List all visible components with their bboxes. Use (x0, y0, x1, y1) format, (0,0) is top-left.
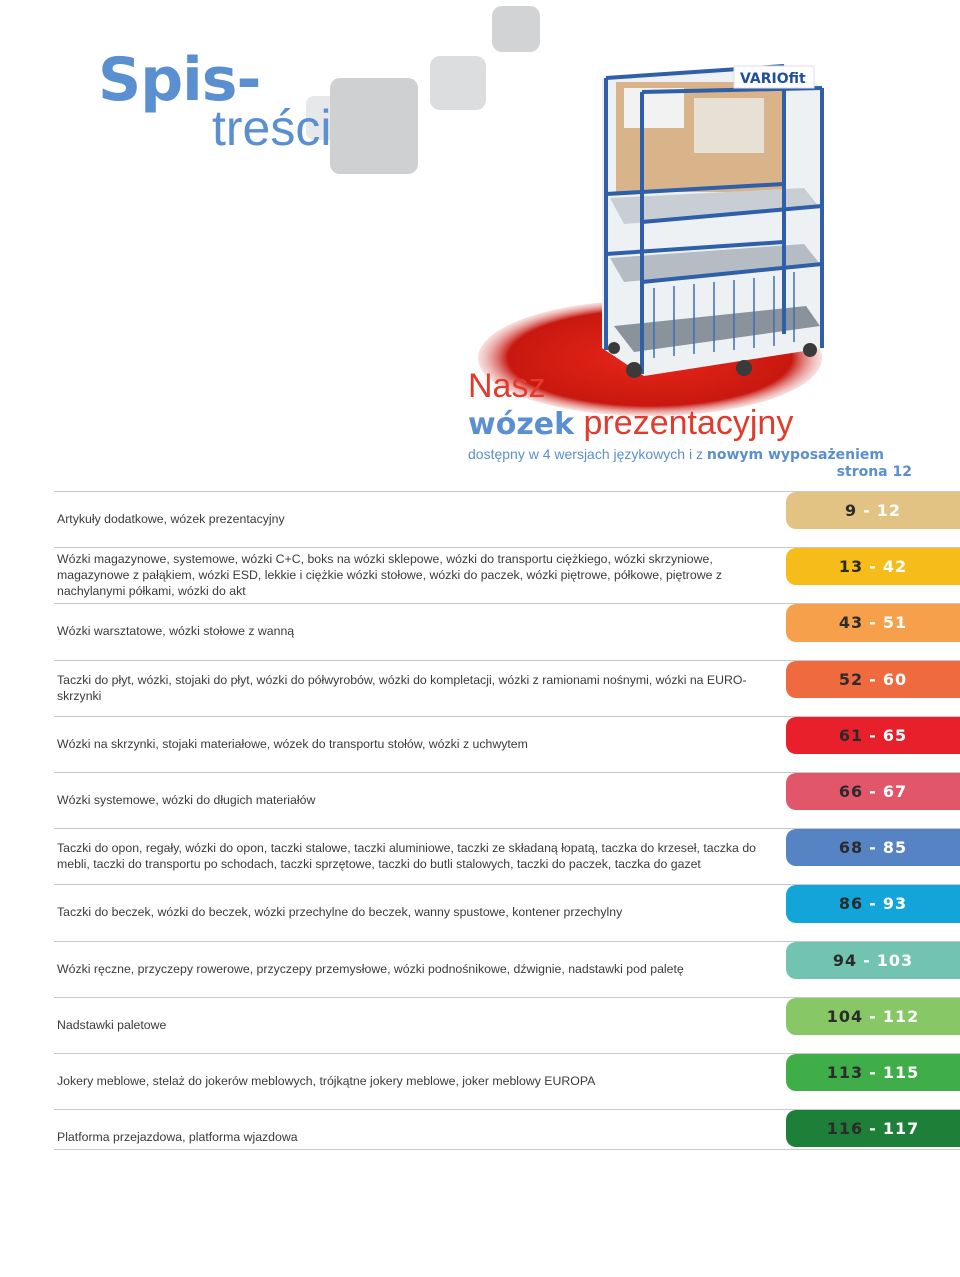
toc-description: Taczki do opon, regały, wózki do opon, taczki stalowe, taczki aluminiowe, taczki ze składaną łopatą, taczka do krzeseł, taczka do mebli, taczki do transportu po schodach, taczki sprzętowe, taczki do butli stalowych, taczki do paczek, taczka do gazet (57, 841, 756, 872)
toc-row[interactable] (0, 828, 960, 884)
toc-row[interactable] (0, 772, 960, 828)
promo-block (468, 368, 912, 480)
decor-square-2 (430, 56, 486, 110)
page-to: 85 (882, 838, 908, 858)
page-subtitle: treści (212, 100, 332, 156)
toc-row[interactable] (0, 1109, 960, 1165)
page-title: Spis- (98, 45, 261, 115)
toc-description: Platforma przejazdowa, platforma wjazdowa (57, 1130, 298, 1145)
page-to: 93 (882, 894, 908, 914)
toc-description: Jokery meblowe, stelaż do jokerów meblowych, trójkątne jokery meblowe, joker meblowy EUROPA (57, 1073, 596, 1088)
toc-page-range[interactable] (786, 773, 960, 810)
page-from: 13 (838, 557, 864, 577)
toc-page-range[interactable] (786, 942, 960, 979)
toc-description: Wózki magazynowe, systemowe, wózki C+C, boks na wózki sklepowe, wózki do transportu ciężkiego, wózki skrzyniowe, magazynowe z pałąkiem, wózki ESD, lekkie i ciężkie wózki stołowe, wózki do paczek, wózki piętrowe, półkowe, piętrowe z nachylanymi półkami, wózki do akt (57, 552, 722, 599)
toc-page-range[interactable] (786, 717, 960, 754)
toc-page-range[interactable] (786, 998, 960, 1035)
page-from: 61 (838, 725, 864, 745)
toc-description: Wózki ręczne, przyczepy rowerowe, przyczepy przemysłowe, wózki podnośnikowe, dźwignie, nadstawki pod paletę (57, 961, 684, 976)
promo-new-equipment: nowym wyposażeniem (706, 447, 884, 463)
page-from: 52 (838, 669, 864, 689)
toc-bottom-divider (54, 1149, 960, 1150)
page-from: 86 (838, 894, 864, 914)
toc-row[interactable] (0, 660, 960, 716)
presentation-cart-image (584, 58, 834, 388)
toc-row[interactable] (0, 603, 960, 659)
decor-square-1 (492, 6, 540, 52)
page-to: 67 (882, 782, 908, 802)
toc-row[interactable] (0, 1053, 960, 1109)
toc-page-range[interactable] (786, 661, 960, 698)
range-separator: - (869, 1119, 877, 1139)
promo-rest-word: prezentacyjny (583, 404, 794, 442)
toc-page-range[interactable] (786, 604, 960, 641)
toc-description: Artykuły dodatkowe, wózek prezentacyjny (57, 512, 285, 527)
page-to: 103 (876, 950, 914, 970)
toc-row[interactable] (0, 884, 960, 940)
page-from: 43 (838, 613, 864, 633)
toc-page-range[interactable] (786, 829, 960, 866)
range-separator: - (869, 894, 877, 914)
range-separator: - (863, 950, 871, 970)
page-to: 42 (882, 557, 908, 577)
range-separator: - (863, 501, 871, 521)
promo-line-1: Nasz (468, 367, 546, 405)
page-from: 66 (838, 782, 864, 802)
page-from: 104 (826, 1006, 864, 1026)
toc-row[interactable] (0, 547, 960, 603)
page-to: 12 (876, 501, 902, 521)
decor-square-3 (330, 78, 418, 174)
toc-description: Taczki do płyt, wózki, stojaki do płyt, wózki do półwyrobów, wózki do kompletacji, wózki z ramionami nośnymi, wózki na EURO-skrzynki (57, 672, 747, 703)
page-to: 65 (882, 725, 908, 745)
toc-row[interactable] (0, 997, 960, 1053)
promo-bold-word: wózek (468, 407, 575, 442)
toc-page-range[interactable] (786, 548, 960, 585)
range-separator: - (869, 1062, 877, 1082)
toc-description: Nadstawki paletowe (57, 1017, 167, 1032)
toc-description: Wózki warsztatowe, wózki stołowe z wanną (57, 624, 295, 639)
page-to: 60 (882, 669, 908, 689)
toc-row[interactable] (0, 941, 960, 997)
toc-description: Wózki systemowe, wózki do długich materiałów (57, 793, 316, 808)
range-separator: - (869, 725, 877, 745)
toc-row[interactable] (0, 491, 960, 547)
page-from: 94 (832, 950, 858, 970)
page-to: 117 (882, 1119, 920, 1139)
page-from: 113 (826, 1062, 864, 1082)
toc-page-range[interactable] (786, 492, 960, 529)
page-from: 116 (826, 1119, 864, 1139)
promo-line-3 (468, 446, 912, 463)
page-to: 51 (882, 613, 908, 633)
page-to: 112 (882, 1006, 920, 1026)
range-separator: - (869, 557, 877, 577)
table-of-contents (0, 491, 960, 1165)
range-separator: - (869, 613, 877, 633)
toc-page-range[interactable] (786, 885, 960, 922)
promo-line-2 (468, 404, 912, 444)
page-to: 115 (882, 1062, 920, 1082)
toc-description: Taczki do beczek, wózki do beczek, wózki przechylne do beczek, wanny spustowe, kontener przechylny (57, 905, 623, 920)
promo-availability-text: dostępny w 4 wersjach językowych i z (468, 446, 703, 462)
promo-page-ref: strona 12 (836, 464, 912, 480)
toc-page-range[interactable] (786, 1110, 960, 1147)
range-separator: - (869, 782, 877, 802)
cart-brand-label: VARIOfit (740, 71, 806, 87)
page-from: 9 (844, 501, 858, 521)
toc-description: Wózki na skrzynki, stojaki materiałowe, wózek do transportu stołów, wózki z uchwytem (57, 736, 528, 751)
toc-page-range[interactable] (786, 1054, 960, 1091)
range-separator: - (869, 838, 877, 858)
range-separator: - (869, 669, 877, 689)
range-separator: - (869, 1006, 877, 1026)
page-from: 68 (838, 838, 864, 858)
toc-row[interactable] (0, 716, 960, 772)
